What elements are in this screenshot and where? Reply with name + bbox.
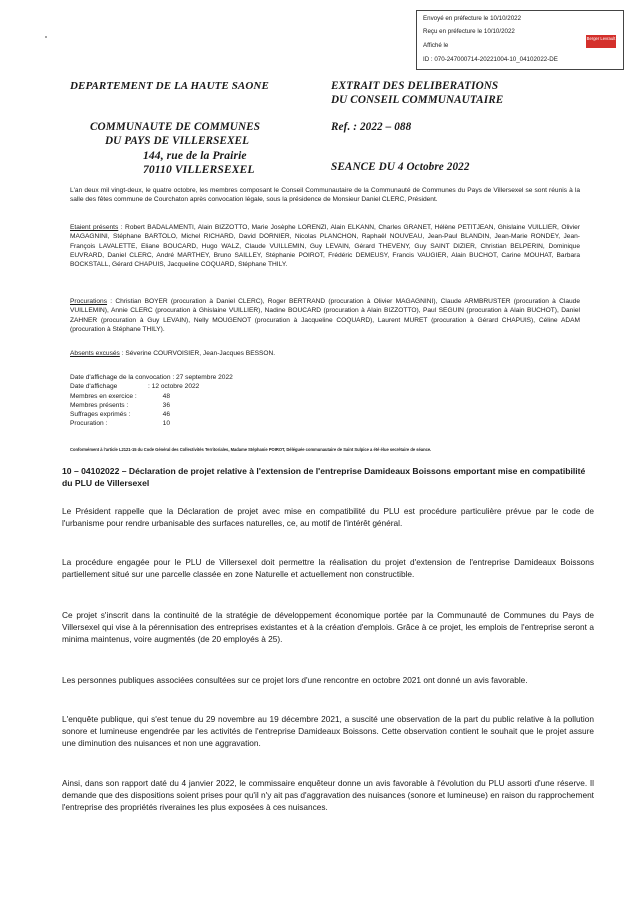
absent-label: Absents excusés: [70, 350, 120, 357]
stamp-received-date: Reçu en préfecture le 10/10/2022: [423, 28, 515, 35]
community-name-line2: DU PAYS DE VILLERSEXEL: [105, 135, 250, 147]
stat-row: Procuration : 10: [70, 420, 170, 428]
stat-row: Membres présents : 36: [70, 401, 170, 409]
scan-speck: [45, 36, 47, 38]
proxies: [70, 297, 580, 334]
proxies-list: : Christian BOYER (procuration à Daniel CLERC), Roger BERTRAND (procuration à Olivier MAGAGNINI), Claude ARMBRUSTER (procuration à Claude VUILLEMIN), Annie CLERC (procuration à Ghislaine VUILLIER), Nadine BOUCARD (procuration à Alain BIZZOTTO), Paul SEGUIN (procuration à Alain BUCHOT), Daniel ZAHNER (procuration à Guy LEVAIN), Nelly MOUGENOT (procuration à Jacqueline COQUARD), Laurent MURET (procuration à Gérard CHAPUIS), Céline ADAM (procuration à Stéphane THILY).: [70, 298, 580, 333]
paragraph: Ainsi, dans son rapport daté du 4 janvier 2022, le commissaire enquêteur donne un avis favorable à l'évolution du PLU assorti d'une réserve. Il demande que des dispositions soient prises pour qu'il n'y ait pas d'aggravation des nuisances (sonore et lumineuse) en raison du rapprochement l'entreprise des propriétés riveraines les plus exposées à ces nuisances.: [62, 778, 594, 812]
address-street: 144, rue de la Prairie: [143, 149, 247, 162]
department-name: DEPARTEMENT DE LA HAUTE SAONE: [70, 80, 269, 92]
present-members: [70, 223, 580, 269]
paragraph: L'enquête publique, qui s'est tenue du 29 novembre au 19 décembre 2021, a suscité une observation de la part du public relative à la pollution sonore et lumineuse engendrée par les activités de l'entreprise Damideaux Boissons. Cette observation contient le souhait que le projet assure une diminution des nuisances et non une aggravation.: [62, 714, 594, 748]
absent-list: : Séverine COURVOISIER, Jean-Jacques BESSON.: [119, 350, 276, 357]
stat-row: Date d'affichage : 12 octobre 2022: [70, 383, 200, 391]
proxies-label: Procurations: [70, 298, 108, 305]
berger-levrault-logo: Berger Levrault: [586, 35, 616, 48]
prefecture-stamp: [416, 10, 624, 70]
session-date: SEANCE DU 4 Octobre 2022: [331, 161, 470, 173]
reference-number: Ref. : 2022 – 088: [331, 121, 412, 133]
address-city: 70110 VILLERSEXEL: [143, 163, 255, 176]
stat-row: Membres en exercice : 48: [70, 392, 170, 400]
meeting-intro: L'an deux mil vingt-deux, le quatre octobre, les membres composant le Conseil Communautaire de la Communauté de Communes du Pays de Villersexel se sont réunis à la salle des fêtes commune de Courchaton après convocation légale, sous la présidence de Monsieur Daniel CLERC, Président.: [70, 187, 580, 204]
paragraph: Le Président rappelle que la Déclaration de projet avec mise en compatibilité du PLU est procédure particulière prévue par le code de l'urbanisme pour rendre urbanisable des surfaces naturelles, ce, au motif de l'intérêt général.: [62, 506, 594, 528]
community-name-line1: COMMUNAUTE DE COMMUNES: [90, 121, 261, 133]
stamp-posted: Affiché le: [423, 42, 449, 49]
paragraph: La procédure engagée pour le PLU de Villersexel doit permettre la réalisation du projet d'extension de l'entreprise Damideaux Boissons partiellement situé sur une parcelle classée en zone Naturelle et actuellement non constructible.: [62, 557, 594, 579]
meeting-stats: [70, 373, 390, 429]
absent-members: [70, 349, 580, 358]
extract-title-line2: DU CONSEIL COMMUNAUTAIRE: [331, 94, 504, 106]
stat-row: Date d'affichage de la convocation : 27 septembre 2022: [70, 374, 233, 381]
paragraph: Ce projet s'inscrit dans la continuité de la stratégie de développement économique portée par la Communauté de Communes du Pays de Villersexel qui vise à la pérennisation des entreprises existantes et à la création d'emplois. Grâce à ce projet, les emplois de l'entreprise seront a minima maintenus, voire augmentés (de 20 employés à 25).: [62, 610, 594, 644]
stamp-id: ID : 070-247000714-20221004-10_04102022-DE: [423, 56, 558, 63]
stamp-sent-date: Envoyé en préfecture le 10/10/2022: [423, 15, 522, 22]
present-label: Etaient présents: [70, 224, 119, 231]
paragraph: Les personnes publiques associées consultées sur ce projet lors d'une rencontre en octobre 2021 ont donné un avis favorable.: [62, 675, 528, 685]
stat-row: Suffrages exprimés : 46: [70, 411, 170, 419]
extract-title-line1: EXTRAIT DES DELIBERATIONS: [331, 80, 499, 92]
present-list: : Robert BADALAMENTI, Alain BIZZOTTO, Marie Josèphe LORENZI, Alain ELKANN, Charles GRANET, Hélène PETITJEAN, Ghislaine VUILLIER, Olivier MAGAGNINI, Stéphane BARTOLO, Michel RICHARD, David DORNIER, Nicolas PLANCHON, Raphaël NOUVEAU, Jean-Paul BLANDIN, Jean-Marie RONDEY, Jean-François LAVALETTE, Eliane BOUCARD, Hugo WALZ, Claude VUILLEMIN, Guy LEVAIN, Gérard THEVENY, Guy SAINT DIZIER, Christian BELPERIN, Dominique EUVRARD, Daniel CLERC, André MARTHEY, Bruno SAILLEY, Stéphanie POIROT, Frédéric DEMEUSY, Francis VAUGIER, Alain BUCHOT, Carine MOUHAT, Barbara BOCKSTALL, Gérard CHAPUIS, Jacqueline COQUARD, Stéphane THILY.: [70, 224, 581, 269]
deliberation-title: 10 – 04102022 – Déclaration de projet relative à l'extension de l'entreprise Damideaux Boissons emportant mise en compatibilité du PLU de Villersexel: [62, 466, 586, 488]
secretary-note: Conformément à l'article L2121-15 du Code Général des Collectivités Territoriales, Madame Stéphanie POIROT, Déléguée communautaire de Saint Sulpice a été élue secrétaire de séance.: [70, 447, 432, 452]
